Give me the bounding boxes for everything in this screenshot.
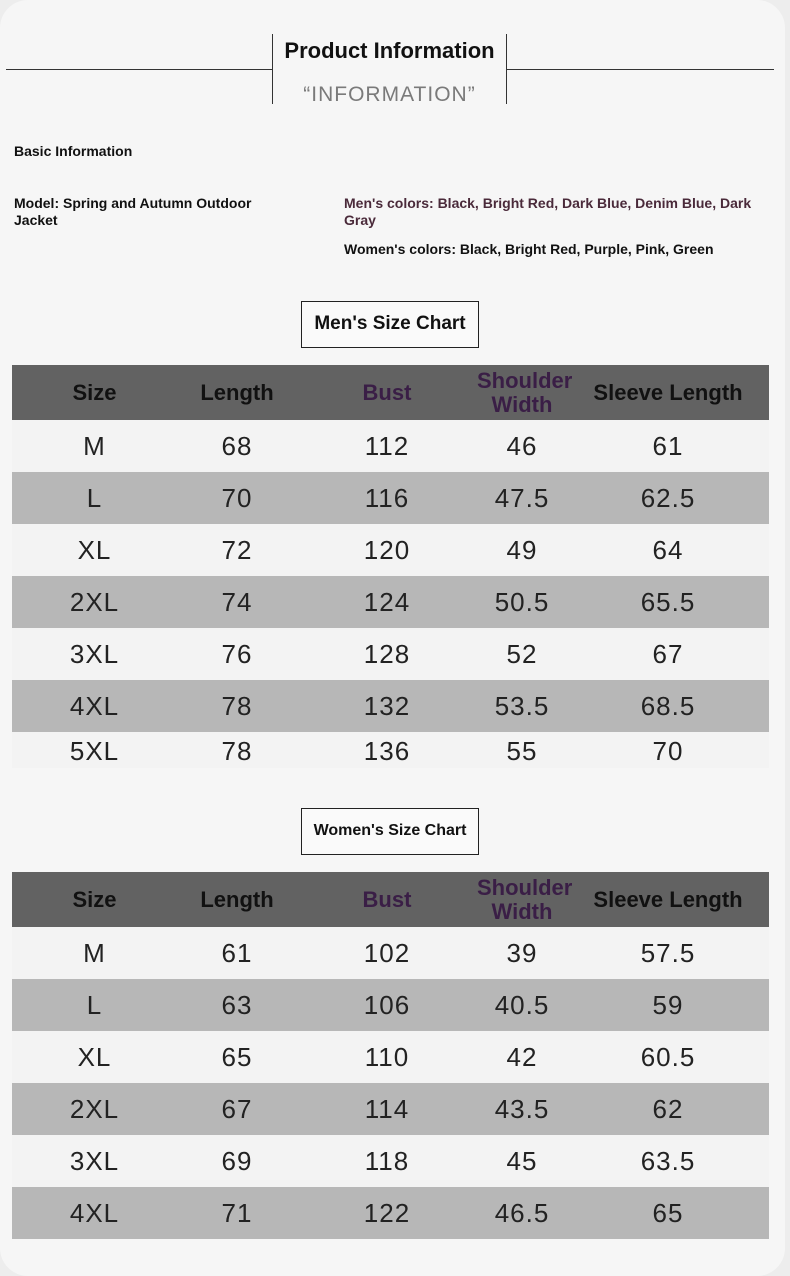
cell-shoulder: 46.5 <box>494 1197 550 1228</box>
table-header <box>12 872 769 927</box>
cell-length: 70 <box>221 482 253 513</box>
cell-size: L <box>86 989 103 1020</box>
cell-length: 61 <box>221 937 253 968</box>
table-row <box>12 1187 769 1239</box>
table-header <box>12 365 769 420</box>
header-length: Length <box>200 379 274 405</box>
cell-bust: 132 <box>363 690 411 721</box>
cell-size: M <box>83 430 106 461</box>
cell-shoulder: 40.5 <box>494 989 550 1020</box>
cell-shoulder: 52 <box>506 638 538 669</box>
cell-size: 4XL <box>69 690 120 721</box>
cell-length: 78 <box>221 690 253 721</box>
cell-sleeve: 64 <box>652 534 684 565</box>
header-bracket-right <box>506 34 507 104</box>
table-row <box>12 732 769 768</box>
basic-info-label: Basic Information <box>14 143 133 159</box>
header-sleeve-length: Sleeve Length <box>593 886 743 912</box>
cell-bust: 124 <box>363 586 411 617</box>
cell-sleeve: 68.5 <box>640 690 696 721</box>
cell-shoulder: 55 <box>506 736 538 766</box>
cell-shoulder: 45 <box>506 1145 538 1176</box>
cell-sleeve: 57.5 <box>640 937 696 968</box>
cell-shoulder: 42 <box>506 1041 538 1072</box>
header-bust: Bust <box>362 379 412 405</box>
table-row <box>12 524 769 576</box>
cell-sleeve: 65.5 <box>640 586 696 617</box>
cell-shoulder: 47.5 <box>494 482 550 513</box>
cell-shoulder: 46 <box>506 430 538 461</box>
table-row <box>12 628 769 680</box>
header-divider-right <box>507 69 774 70</box>
cell-shoulder: 43.5 <box>494 1093 550 1124</box>
model-text: Model: Spring and Autumn Outdoor Jacket <box>14 195 252 228</box>
cell-bust: 106 <box>363 989 411 1020</box>
cell-size: XL <box>77 1041 112 1072</box>
table-row <box>12 576 769 628</box>
mens-size-chart-title: Men's Size Chart <box>301 301 479 348</box>
cell-sleeve: 70 <box>652 736 684 766</box>
womens-size-table <box>12 872 769 1239</box>
table-row <box>12 1083 769 1135</box>
cell-shoulder: 39 <box>506 937 538 968</box>
cell-sleeve: 61 <box>652 430 684 461</box>
cell-bust: 136 <box>363 736 411 766</box>
cell-sleeve: 59 <box>652 989 684 1020</box>
cell-shoulder: 53.5 <box>494 690 550 721</box>
header-bust: Bust <box>362 886 412 912</box>
table-row <box>12 420 769 472</box>
header-length: Length <box>200 886 274 912</box>
cell-sleeve: 62.5 <box>640 482 696 513</box>
cell-length: 68 <box>221 430 253 461</box>
cell-size: 2XL <box>69 586 120 617</box>
cell-bust: 110 <box>364 1041 410 1072</box>
header-size: Size <box>72 379 117 405</box>
cell-bust: 120 <box>363 534 411 565</box>
cell-size: 5XL <box>69 736 120 766</box>
cell-shoulder: 50.5 <box>494 586 550 617</box>
cell-size: 3XL <box>69 638 120 669</box>
table-row <box>12 472 769 524</box>
mens-colors-text: Men's colors: Black, Bright Red, Dark Blue, Denim Blue, Dark Gray <box>344 195 752 228</box>
mens-size-table <box>12 365 769 768</box>
cell-shoulder: 49 <box>506 534 538 565</box>
table-row <box>12 1031 769 1083</box>
page-subtitle: “INFORMATION” <box>303 83 476 106</box>
page-title: Product Information <box>284 38 495 63</box>
cell-length: 78 <box>221 736 253 766</box>
cell-bust: 122 <box>363 1197 411 1228</box>
cell-length: 76 <box>221 638 253 669</box>
cell-length: 72 <box>221 534 253 565</box>
cell-length: 69 <box>221 1145 253 1176</box>
cell-sleeve: 62 <box>652 1093 684 1124</box>
cell-size: 4XL <box>69 1197 120 1228</box>
cell-sleeve: 65 <box>652 1197 684 1228</box>
cell-size: L <box>86 482 103 513</box>
cell-size: XL <box>77 534 112 565</box>
table-row <box>12 1135 769 1187</box>
cell-sleeve: 63.5 <box>640 1145 696 1176</box>
cell-size: 3XL <box>69 1145 120 1176</box>
table-row <box>12 680 769 732</box>
cell-bust: 128 <box>363 638 411 669</box>
cell-length: 65 <box>221 1041 253 1072</box>
table-row <box>12 979 769 1031</box>
cell-bust: 114 <box>364 1093 410 1124</box>
cell-size: M <box>83 937 106 968</box>
header-shoulder-width: Shoulder Width <box>477 874 573 924</box>
cell-length: 63 <box>221 989 253 1020</box>
cell-length: 74 <box>221 586 253 617</box>
header-shoulder-width: Shoulder Width <box>477 367 573 417</box>
womens-colors-text: Women's colors: Black, Bright Red, Purple, Pink, Green <box>344 241 714 257</box>
cell-bust: 112 <box>364 430 410 461</box>
womens-size-chart-title: Women's Size Chart <box>301 808 479 855</box>
header-sleeve-length: Sleeve Length <box>593 379 743 405</box>
cell-sleeve: 60.5 <box>640 1041 696 1072</box>
header-divider-left <box>6 69 272 70</box>
cell-sleeve: 67 <box>652 638 684 669</box>
cell-bust: 116 <box>364 482 410 513</box>
cell-length: 71 <box>221 1197 253 1228</box>
cell-length: 67 <box>221 1093 253 1124</box>
cell-bust: 118 <box>364 1145 410 1176</box>
cell-size: 2XL <box>69 1093 120 1124</box>
header-size: Size <box>72 886 117 912</box>
cell-bust: 102 <box>363 937 411 968</box>
table-row <box>12 927 769 979</box>
